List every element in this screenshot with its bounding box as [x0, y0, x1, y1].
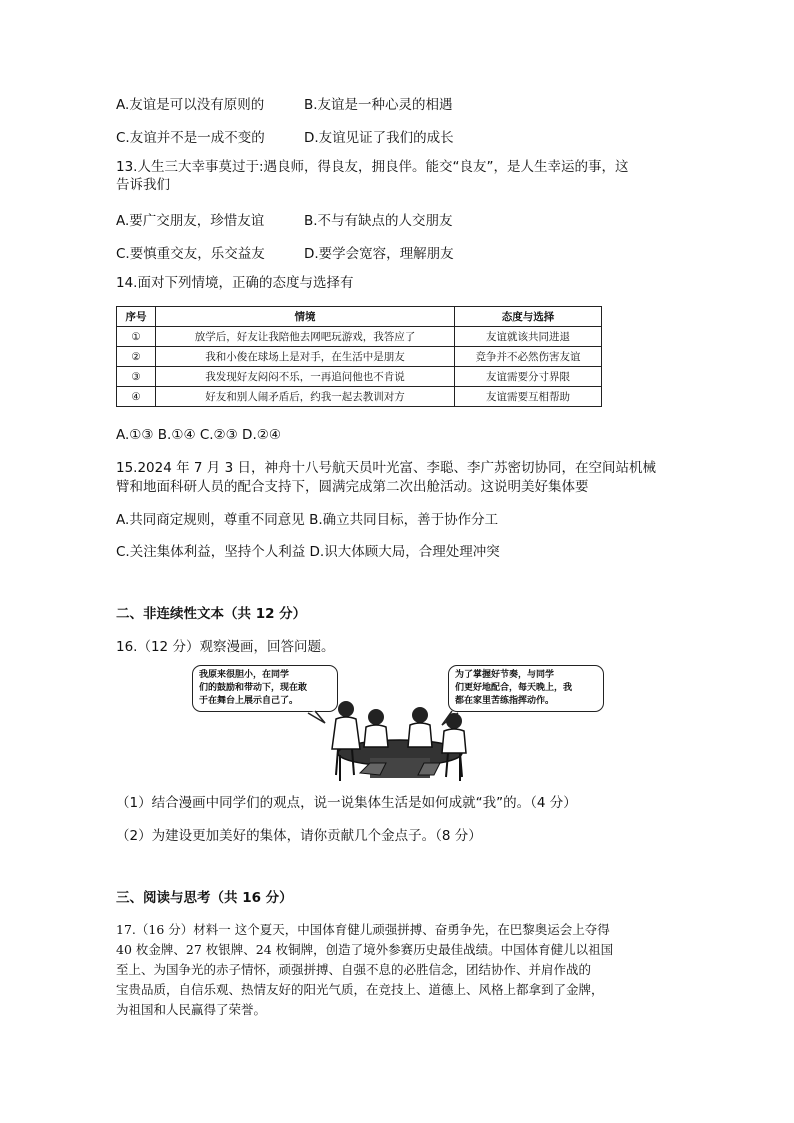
bubble-text-line: 们的鼓励和带动下，现在敢	[199, 683, 308, 694]
q12-option-b: B.友谊是一种心灵的相遇	[304, 97, 453, 113]
q15-stem-line-2: 臂和地面科研人员的配合支持下，圆满完成第二次出舱活动。这说明美好集体要	[116, 479, 589, 495]
q12-options-row-1	[116, 93, 676, 111]
q16-subquestion-2: （2）为建设更加美好的集体，请你贡献几个金点子。（8 分）	[116, 828, 482, 844]
q14-options: A.①③ B.①④ C.②③ D.②④	[116, 427, 281, 443]
table-row	[117, 327, 602, 347]
section-3-title: 三、阅读与思考（共 16 分）	[116, 890, 293, 906]
q15-stem-line-1: 15.2024 年 7 月 3 日，神舟十八号航天员叶光富、李聪、李广苏密切协同，在空间站机械	[116, 460, 656, 476]
table-cell: 我发现好友闷闷不乐，一再追问他也不肯说	[156, 367, 455, 387]
table-cell: ②	[117, 347, 156, 367]
q17-text-line: 宝贵品质，自信乐观、热情友好的阳光气质，在竞技上、道德上、风格上都拿到了金牌，	[116, 982, 604, 997]
table-cell: 竞争并不必然伤害友谊	[455, 347, 602, 367]
table-cell: 我和小俊在球场上是对手，在生活中是朋友	[156, 347, 455, 367]
q12-option-d: D.友谊见证了我们的成长	[304, 130, 454, 146]
q13-stem-line-1: 13.人生三大幸事莫过于:遇良师，得良友，拥良伴。能交“良友”，是人生幸运的事，这	[116, 159, 629, 175]
table-cell: ①	[117, 327, 156, 347]
q13-option-c: C.要慎重交友，乐交益友	[116, 246, 265, 262]
q13-options-row-2	[116, 242, 676, 260]
table-cell: 好友和别人闹矛盾后，约我一起去教训对方	[156, 387, 455, 407]
table-cell: ④	[117, 387, 156, 407]
comic-illustration	[190, 663, 610, 783]
section-2-title: 二、非连续性文本（共 12 分）	[116, 606, 307, 622]
table-cell: ③	[117, 367, 156, 387]
q13-options-row-1	[116, 209, 676, 227]
q13-option-d: D.要学会宽容，理解朋友	[304, 246, 454, 262]
bubble-text-line: 们更好地配合，每天晚上，我	[455, 683, 573, 694]
students-around-table-drawing	[190, 663, 610, 783]
table-header-row	[117, 307, 602, 327]
bubble-text-line: 于在舞台上展示自己了。	[199, 696, 299, 707]
table-cell: 友谊就该共同进退	[455, 327, 602, 347]
q17-text-line: 40 枚金牌、27 枚银牌、24 枚铜牌，创造了境外参赛历史最佳战绩。中国体育健儿以祖国	[116, 942, 614, 957]
q16-subquestion-1: （1）结合漫画中同学们的观点，说一说集体生活是如何成就“我”的。（4 分）	[116, 795, 577, 811]
q17-text-line: 17.（16 分）材料一 这个夏天，中国体育健儿顽强拼搏、奋勇争先，在巴黎奥运会上夺得	[116, 922, 610, 937]
q17-text-line: 至上、为国争光的赤子情怀，顽强拼搏、自强不息的必胜信念，团结协作、并肩作战的	[116, 962, 592, 977]
q13-stem-line-2: 告诉我们	[116, 177, 170, 193]
table-header-cell: 序号	[117, 307, 156, 327]
q16-stem: 16.（12 分）观察漫画，回答问题。	[116, 639, 335, 655]
q13-option-b: B.不与有缺点的人交朋友	[304, 213, 453, 229]
bubble-text-line: 我原来很胆小，在同学	[199, 670, 290, 680]
table-row	[117, 347, 602, 367]
table-row	[117, 387, 602, 407]
q14-stem: 14.面对下列情境，正确的态度与选择有	[116, 275, 354, 291]
q12-option-a: A.友谊是可以没有原则的	[116, 97, 265, 113]
table-cell: 放学后，好友让我陪他去网吧玩游戏，我答应了	[156, 327, 455, 347]
table-header-cell: 情境	[156, 307, 455, 327]
q12-option-c: C.友谊并不是一成不变的	[116, 130, 265, 146]
table-cell: 友谊需要互相帮助	[455, 387, 602, 407]
q17-text-line: 为祖国和人民赢得了荣誉。	[116, 1002, 267, 1017]
q13-option-a: A.要广交朋友，珍惜友谊	[116, 213, 265, 229]
q12-options-row-2	[116, 126, 676, 144]
table-header-cell: 态度与选择	[455, 307, 602, 327]
bubble-text-line: 为了掌握好节奏，与同学	[455, 670, 555, 680]
bubble-text-line: 都在家里苦练指挥动作。	[455, 696, 555, 707]
table-row	[117, 367, 602, 387]
q14-table	[116, 306, 602, 407]
table-cell: 友谊需要分寸界限	[455, 367, 602, 387]
q15-options-line-2: C.关注集体利益，坚持个人利益 D.识大体顾大局，合理处理冲突	[116, 544, 500, 560]
q15-options-line-1: A.共同商定规则，尊重不同意见 B.确立共同目标，善于协作分工	[116, 512, 499, 528]
